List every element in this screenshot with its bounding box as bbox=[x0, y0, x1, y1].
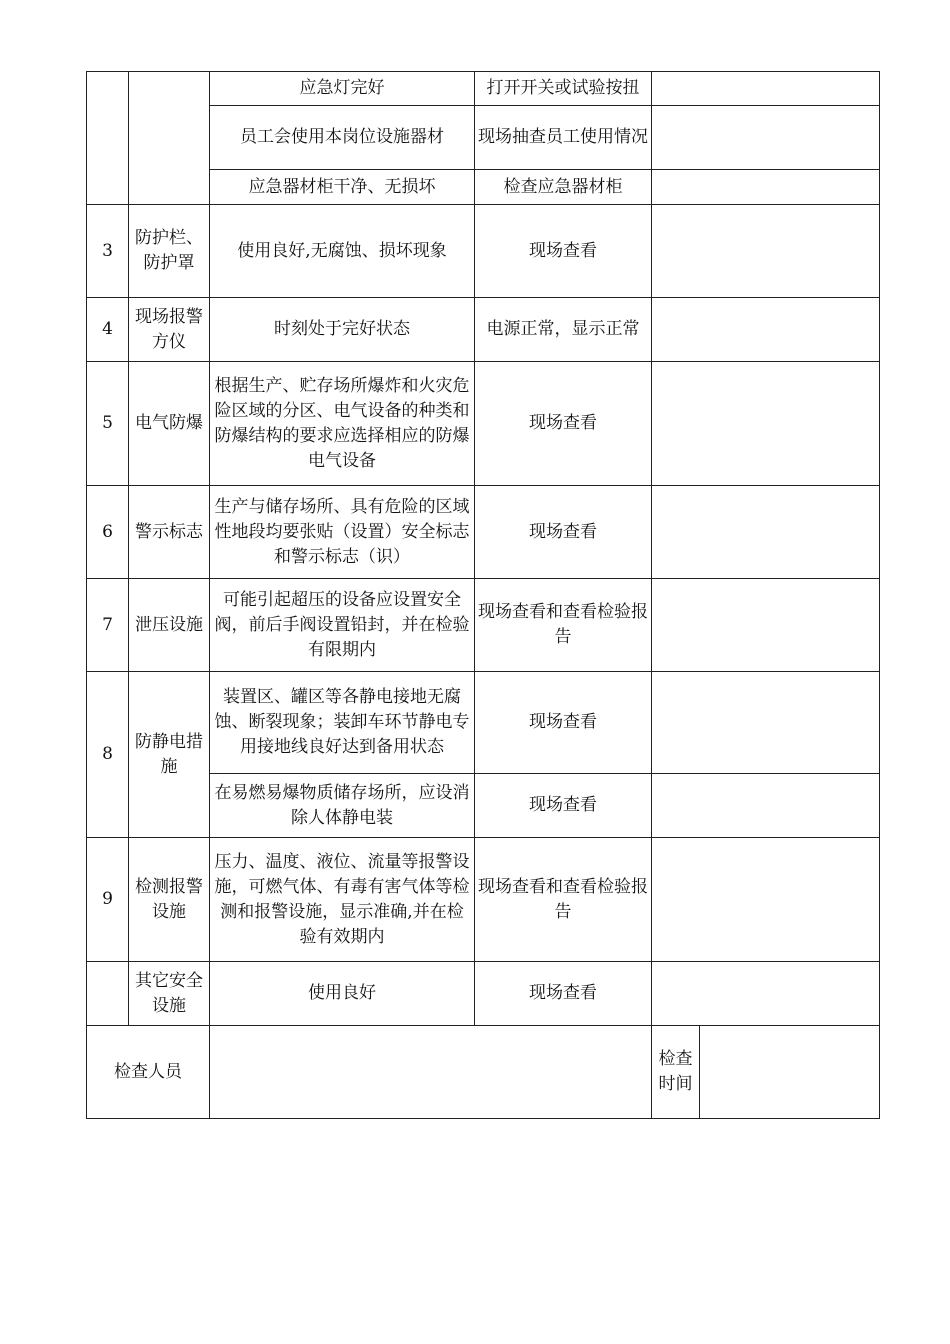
table-row bbox=[87, 298, 880, 362]
inspection-table bbox=[86, 71, 880, 1119]
table-row bbox=[87, 72, 880, 106]
standard-cell: 应急器材柜干净、无损坏 bbox=[210, 170, 475, 205]
table-row bbox=[87, 672, 880, 774]
result-cell[interactable] bbox=[652, 486, 880, 579]
result-cell[interactable] bbox=[652, 962, 880, 1026]
result-cell[interactable] bbox=[652, 672, 880, 774]
method-cell: 现场查看和查看检验报告 bbox=[475, 579, 652, 672]
item-cell: 防静电措施 bbox=[129, 672, 210, 838]
standard-cell: 根据生产、贮存场所爆炸和火灾危险区域的分区、电气设备的种类和防爆结构的要求应选择相应的防爆电气设备 bbox=[210, 362, 475, 486]
row-number-cell: 7 bbox=[87, 579, 129, 672]
inspection-time-field[interactable] bbox=[700, 1026, 880, 1119]
method-cell: 现场查看 bbox=[475, 486, 652, 579]
standard-cell: 生产与储存场所、具有危险的区域性地段均要张贴（设置）安全标志和警示标志（识） bbox=[210, 486, 475, 579]
table-row bbox=[87, 362, 880, 486]
result-cell[interactable] bbox=[652, 774, 880, 838]
item-cell: 泄压设施 bbox=[129, 579, 210, 672]
method-cell: 现场查看 bbox=[475, 774, 652, 838]
standard-cell: 时刻处于完好状态 bbox=[210, 298, 475, 362]
standard-cell: 使用良好 bbox=[210, 962, 475, 1026]
footer-row bbox=[87, 1026, 880, 1119]
row-number-cell: 5 bbox=[87, 362, 129, 486]
result-cell[interactable] bbox=[652, 579, 880, 672]
item-cell: 检测报警设施 bbox=[129, 838, 210, 962]
item-cell bbox=[129, 72, 210, 205]
row-number-cell: 4 bbox=[87, 298, 129, 362]
method-cell: 现场抽查员工使用情况 bbox=[475, 106, 652, 170]
result-cell[interactable] bbox=[652, 72, 880, 106]
result-cell[interactable] bbox=[652, 298, 880, 362]
table-row bbox=[87, 579, 880, 672]
standard-cell: 使用良好,无腐蚀、损坏现象 bbox=[210, 205, 475, 298]
standard-cell: 装置区、罐区等各静电接地无腐蚀、断裂现象；装卸车环节静电专用接地线良好达到备用状态 bbox=[210, 672, 475, 774]
inspector-field[interactable] bbox=[210, 1026, 652, 1119]
result-cell[interactable] bbox=[652, 362, 880, 486]
result-cell[interactable] bbox=[652, 838, 880, 962]
method-cell: 电源正常，显示正常 bbox=[475, 298, 652, 362]
table-row bbox=[87, 838, 880, 962]
table-row bbox=[87, 205, 880, 298]
table-row bbox=[87, 486, 880, 579]
method-cell: 现场查看和查看检验报告 bbox=[475, 838, 652, 962]
table-row bbox=[87, 962, 880, 1026]
row-number-cell: 9 bbox=[87, 838, 129, 962]
standard-cell: 在易燃易爆物质储存场所，应设消除人体静电装 bbox=[210, 774, 475, 838]
row-number-cell bbox=[87, 72, 129, 205]
inspector-label: 检查人员 bbox=[87, 1026, 210, 1119]
result-cell[interactable] bbox=[652, 106, 880, 170]
result-cell[interactable] bbox=[652, 170, 880, 205]
method-cell: 现场查看 bbox=[475, 362, 652, 486]
row-number-cell: 8 bbox=[87, 672, 129, 838]
standard-cell: 员工会使用本岗位设施器材 bbox=[210, 106, 475, 170]
method-cell: 检查应急器材柜 bbox=[475, 170, 652, 205]
row-number-cell: 6 bbox=[87, 486, 129, 579]
standard-cell: 应急灯完好 bbox=[210, 72, 475, 106]
item-cell: 防护栏、防护罩 bbox=[129, 205, 210, 298]
item-cell: 其它安全设施 bbox=[129, 962, 210, 1026]
row-number-cell: 3 bbox=[87, 205, 129, 298]
method-cell: 现场查看 bbox=[475, 962, 652, 1026]
method-cell: 打开开关或试验按扭 bbox=[475, 72, 652, 106]
item-cell: 警示标志 bbox=[129, 486, 210, 579]
inspection-time-label: 检查时间 bbox=[652, 1026, 700, 1119]
result-cell[interactable] bbox=[652, 205, 880, 298]
standard-cell: 压力、温度、液位、流量等报警设施，可燃气体、有毒有害气体等检测和报警设施，显示准确,并在检验有效期内 bbox=[210, 838, 475, 962]
method-cell: 现场查看 bbox=[475, 672, 652, 774]
standard-cell: 可能引起超压的设备应设置安全阀，前后手阀设置铅封，并在检验有限期内 bbox=[210, 579, 475, 672]
row-number-cell bbox=[87, 962, 129, 1026]
item-cell: 电气防爆 bbox=[129, 362, 210, 486]
method-cell: 现场查看 bbox=[475, 205, 652, 298]
item-cell: 现场报警方仪 bbox=[129, 298, 210, 362]
